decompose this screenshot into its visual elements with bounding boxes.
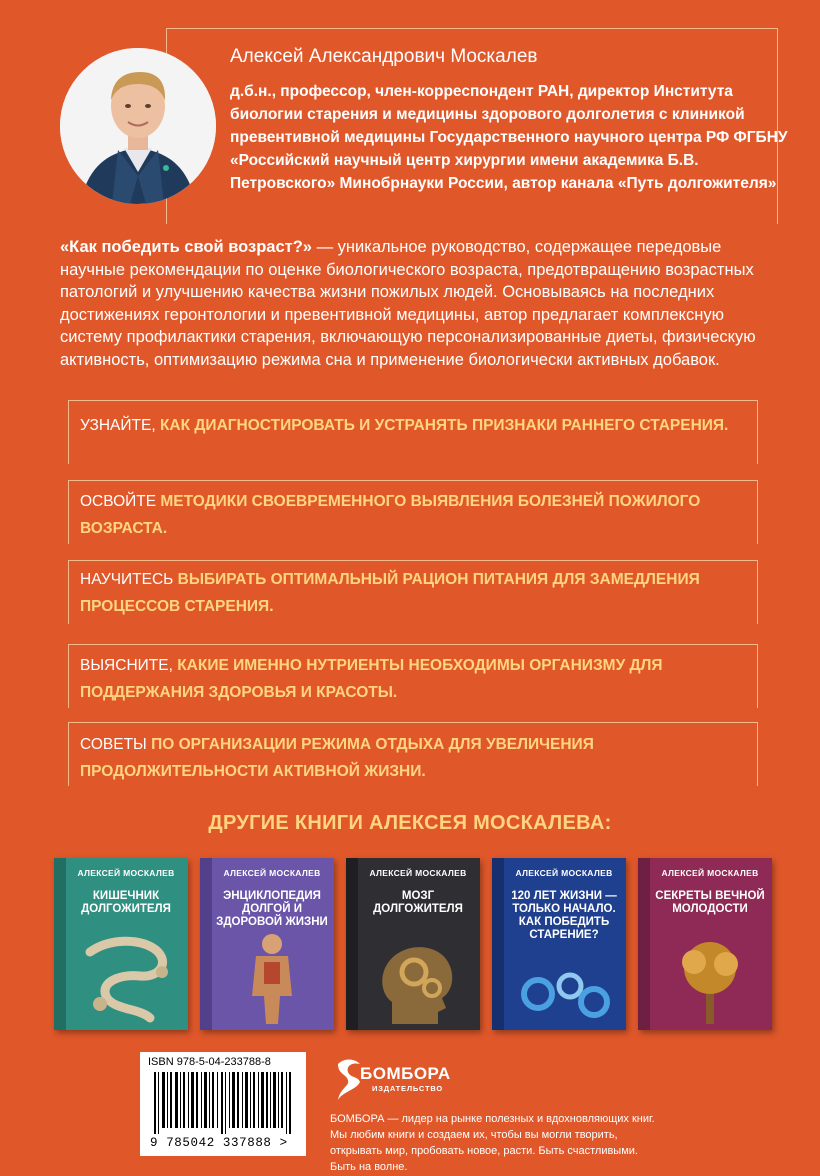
feature-item-5 <box>80 731 740 785</box>
feature-highlight-1: КАК ДИАГНОСТИРОВАТЬ И УСТРАНЯТЬ ПРИЗНАКИ РАННЕГО СТАРЕНИЯ. <box>159 417 729 434</box>
book-spine <box>492 858 504 1030</box>
book-title: КИШЕЧНИК ДОЛГОЖИТЕЛЯ <box>81 890 171 915</box>
book-cover-4[interactable] <box>492 858 626 1030</box>
book-author: АЛЕКСЕЙ МОСКАЛЕВ <box>515 868 613 878</box>
feature-item-3 <box>80 566 740 620</box>
feature-lead-2: ОСВОЙТЕ <box>80 493 161 510</box>
book-description <box>60 236 775 371</box>
feature-lead-1: УЗНАЙТЕ, <box>80 417 160 434</box>
barcode <box>140 1052 306 1156</box>
brain-gears-illustration <box>362 932 474 1024</box>
book-author: АЛЕКСЕЙ МОСКАЛЕВ <box>223 868 321 878</box>
anatomy-illustration <box>216 932 328 1024</box>
author-portrait <box>60 48 216 204</box>
book-title-lead: «Как победить свой возраст?» <box>60 238 312 256</box>
feature-highlight-5: ПО ОРГАНИЗАЦИИ РЕЖИМА ОТДЫХА ДЛЯ УВЕЛИЧЕНИЯ ПРОДОЛЖИТЕЛЬНОСТИ АКТИВНОЙ ЖИЗНИ. <box>80 736 594 780</box>
book-cover-5[interactable] <box>638 858 772 1030</box>
publisher-slogan: БОМБОРА — лидер на рынке полезных и вдохновляющих книг. Мы любим книги и создаем их, чтобы вы могли творить, открывать мир, пробовать новое, расти. Быть счастливыми. Быть на волне. <box>330 1113 655 1173</box>
book-cover-2[interactable] <box>200 858 334 1030</box>
book-title: МОЗГ ДОЛГОЖИТЕЛЯ <box>373 890 463 915</box>
author-name: Алексей Александрович Москалев <box>230 46 538 67</box>
book-spine <box>638 858 650 1030</box>
book-author: АЛЕКСЕЙ МОСКАЛЕВ <box>661 868 759 878</box>
barcode-bars <box>154 1072 292 1134</box>
feature-item-4 <box>80 652 740 706</box>
book-cover-3[interactable] <box>346 858 480 1030</box>
author-bio: д.б.н., профессор, член-корреспондент РАН, директор Института биологии старения и медицины здорового долголетия с клиникой превентивной медицины Государственного научного центра РФ ФГБНУ «Российский научный центр хирургии имени академика Б.В. Петровского» Минобрнауки России, автор канала «Путь долгожителя» <box>230 83 788 192</box>
feature-item-1 <box>80 412 740 439</box>
book-author: АЛЕКСЕЙ МОСКАЛЕВ <box>77 868 175 878</box>
publisher-name: БОМБОРА <box>360 1064 451 1083</box>
feature-lead-3: НАУЧИТЕСЬ <box>80 571 178 588</box>
ean-digits: 9 785042 337888 > <box>150 1136 288 1150</box>
tree-illustration <box>654 932 766 1024</box>
feature-highlight-3: ВЫБИРАТЬ ОПТИМАЛЬНЫЙ РАЦИОН ПИТАНИЯ ДЛЯ ЗАМЕДЛЕНИЯ ПРОЦЕССОВ СТАРЕНИЯ. <box>80 571 700 615</box>
book-description-text: — уникальное руководство, содержащее передовые научные рекомендации по оценке биологического возраста, предотвращению возрастных патологий и улучшению качества жизни пожилых людей. Основываясь на последних достижениях геронтологии и превентивной медицины, автор предлагает комплексную систему профилактики старения, включающую персонализированные диеты, физическую активность, оптимизацию режима сна и применение биологически активных добавок. <box>60 238 756 369</box>
book-spine <box>54 858 66 1030</box>
book-author: АЛЕКСЕЙ МОСКАЛЕВ <box>369 868 467 878</box>
book-spine <box>200 858 212 1030</box>
publisher-subtitle: ИЗДАТЕЛЬСТВО <box>372 1084 443 1093</box>
feature-highlight-4: КАКИЕ ИМЕННО НУТРИЕНТЫ НЕОБХОДИМЫ ОРГАНИЗМУ ДЛЯ ПОДДЕРЖАНИЯ ЗДОРОВЬЯ И КРАСОТЫ. <box>80 657 663 701</box>
book-title: ЭНЦИКЛОПЕДИЯ ДОЛГОЙ И ЗДОРОВОЙ ЖИЗНИ <box>216 890 328 928</box>
book-spine <box>346 858 358 1030</box>
feature-item-2 <box>80 488 740 542</box>
feature-lead-4: ВЫЯСНИТЕ, <box>80 657 178 674</box>
book-title: 120 ЛЕТ ЖИЗНИ — ТОЛЬКО НАЧАЛО. КАК ПОБЕДИТЬ СТАРЕНИЕ? <box>511 890 617 941</box>
feature-lead-5: СОВЕТЫ <box>80 736 152 753</box>
feature-highlight-2: МЕТОДИКИ СВОЕВРЕМЕННОГО ВЫЯВЛЕНИЯ БОЛЕЗНЕЙ ПОЖИЛОГО ВОЗРАСТА. <box>80 493 701 537</box>
other-books-list <box>54 858 774 1034</box>
gears-illustration <box>508 952 620 1024</box>
gut-illustration <box>70 932 182 1024</box>
isbn-label: ISBN 978-5-04-233788-8 <box>148 1056 271 1068</box>
other-books-heading: ДРУГИЕ КНИГИ АЛЕКСЕЯ МОСКАЛЕВА: <box>208 812 612 834</box>
book-title: СЕКРЕТЫ ВЕЧНОЙ МОЛОДОСТИ <box>655 890 765 915</box>
book-cover-1[interactable] <box>54 858 188 1030</box>
publisher-wave-logo <box>336 1058 362 1100</box>
